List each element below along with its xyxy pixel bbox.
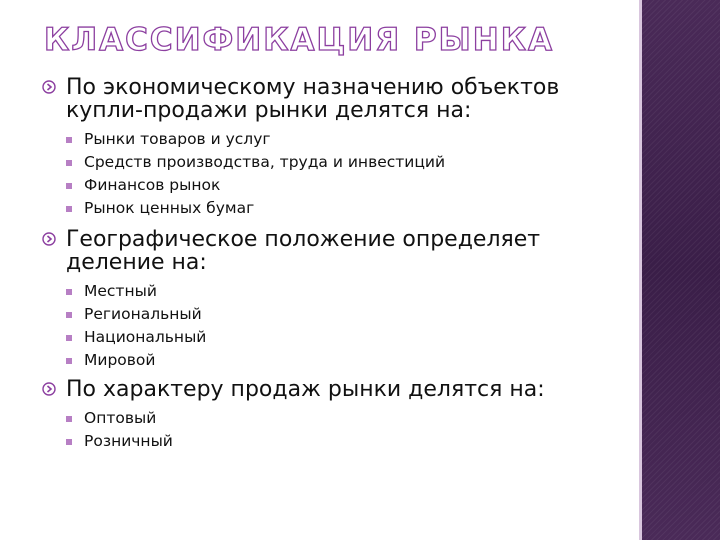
sublist (42, 128, 622, 220)
square-bullet-icon (66, 335, 72, 341)
bullet-level1 (42, 76, 622, 122)
bullet-level1-text: По характеру продаж рынки делятся на: (66, 377, 545, 402)
square-bullet-icon (66, 206, 72, 212)
list-item-text: Региональный (84, 305, 202, 323)
list-item (42, 349, 622, 372)
square-bullet-icon (66, 416, 72, 422)
list-item-text: Розничный (84, 432, 173, 450)
list-item (42, 151, 622, 174)
list-item (42, 197, 622, 220)
circle-arrow-bullet-icon (42, 80, 56, 94)
square-bullet-icon (66, 439, 72, 445)
bullet-level1 (42, 378, 622, 401)
bullet-level1 (42, 228, 622, 274)
circle-arrow-bullet-icon (42, 382, 56, 396)
slide-title: КЛАССИФИКАЦИЯ РЫНКА (44, 22, 555, 58)
bullet-level1-text: Географическое положение определяет деление на: (66, 227, 541, 275)
list-item-text: Средств производства, труда и инвестиций (84, 153, 446, 171)
list-item (42, 128, 622, 151)
circle-arrow-bullet-icon (42, 232, 56, 246)
list-item (42, 174, 622, 197)
square-bullet-icon (66, 312, 72, 318)
sublist (42, 407, 622, 453)
list-item (42, 280, 622, 303)
list-item (42, 326, 622, 349)
sublist (42, 280, 622, 372)
list-item-text: Мировой (84, 351, 156, 369)
list-item-text: Рынки товаров и услуг (84, 130, 271, 148)
list-item-text: Финансов рынок (84, 176, 221, 194)
list-item-text: Оптовый (84, 409, 157, 427)
bullet-level1-text: По экономическому назначению объектов купли-продажи рынки делятся на: (66, 75, 560, 123)
decorative-sidebar (642, 0, 720, 540)
square-bullet-icon (66, 137, 72, 143)
list-item (42, 303, 622, 326)
slide-content (42, 76, 622, 459)
square-bullet-icon (66, 289, 72, 295)
square-bullet-icon (66, 183, 72, 189)
list-item (42, 430, 622, 453)
list-item-text: Рынок ценных бумаг (84, 199, 255, 217)
square-bullet-icon (66, 160, 72, 166)
square-bullet-icon (66, 358, 72, 364)
list-item-text: Национальный (84, 328, 207, 346)
list-item (42, 407, 622, 430)
list-item-text: Местный (84, 282, 157, 300)
